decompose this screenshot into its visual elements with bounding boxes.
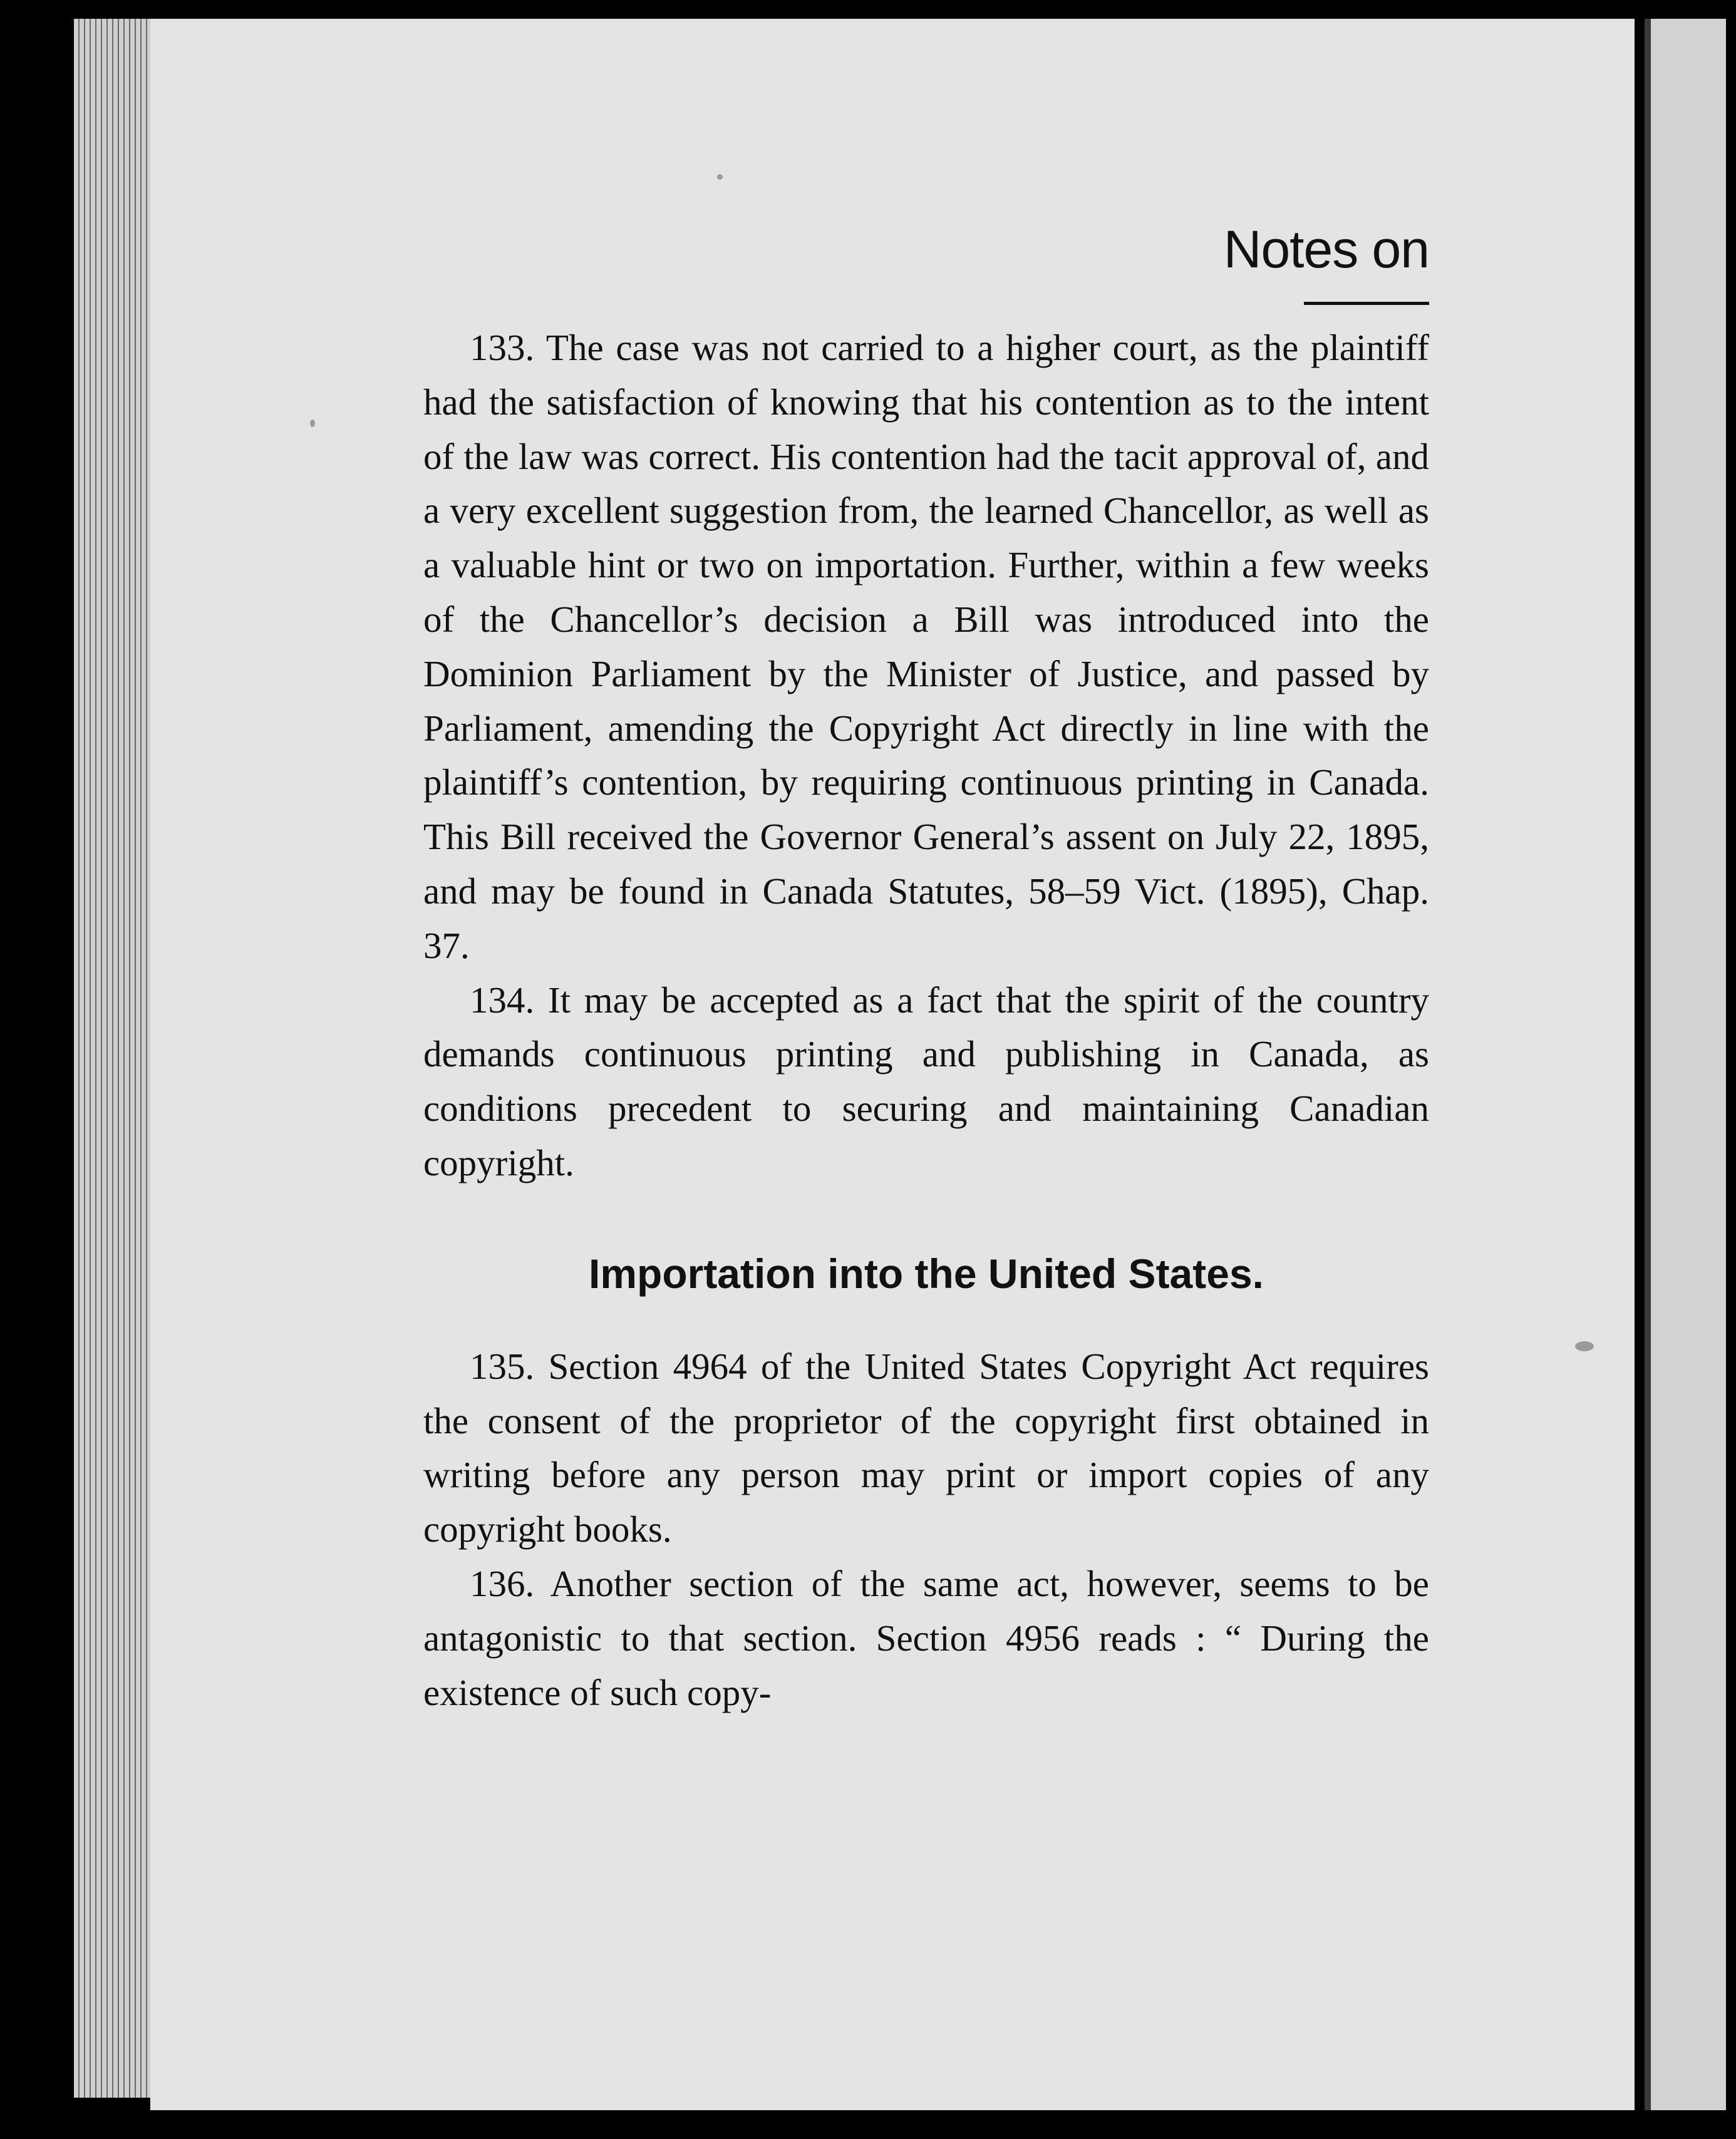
page-edges: [74, 19, 155, 2098]
scan-speck: [310, 420, 315, 427]
section-heading: Importation into the United States.: [588, 1250, 1264, 1297]
body-text: [423, 321, 1429, 1719]
running-title: Notes on: [1223, 220, 1429, 279]
paragraph-135: 135. Section 4964 of the United States Copyright Act requires the consent of the proprietor of the copyright first obtained in writing before any person may print or import copies of any copyright books.: [423, 1345, 1429, 1550]
scan-speck: [717, 174, 723, 180]
scan-speck: [1575, 1341, 1594, 1351]
paragraph-136: 136. Another section of the same act, however, seems to be antagonistic to that section. Section 4956 reads : “ During the existence of such copy-: [423, 1562, 1429, 1713]
facing-page-edge: [1645, 19, 1726, 2110]
paragraph-133: 133. The case was not carried to a higher court, as the plaintiff had the satisfaction of knowing that his contention as to the intent of the law was correct. His contention had the tacit approval of, and a very excellent suggestion from, the learned Chancellor, as well as a valuable hint or two on importation. Further, within a few weeks of the Chancellor’s decision a Bill was introduced into the Dominion Parliament by the Minister of Justice, and passed by Parliament, amending the Copyright Act directly in line with the plaintiff’s contention, by requiring continuous printing in Canada. This Bill received the Governor General’s assent on July 22, 1895, and may be found in Canada Statutes, 58–59 Vict. (1895), Chap. 37.: [423, 327, 1429, 966]
page-header: [1224, 219, 1429, 280]
paragraph-134: 134. It may be accepted as a fact that the spirit of the country demands continuous printing and publishing in Canada, as conditions precedent to securing and maintaining Canadian copyright.: [423, 979, 1429, 1183]
header-rule: [1304, 302, 1429, 305]
